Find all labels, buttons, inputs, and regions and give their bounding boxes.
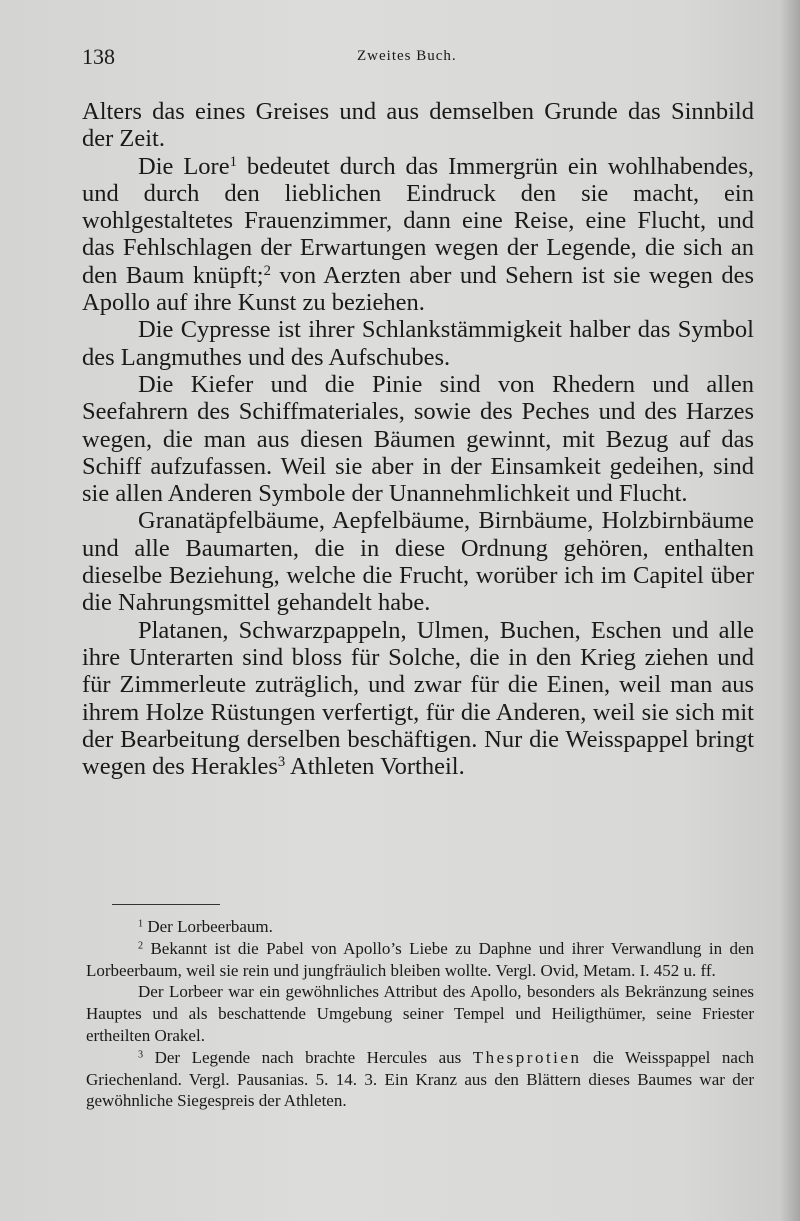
paragraph-lore: Die Lore$^1$ bedeutet durch das Immergrün ein wohlhabendes, und durch den lieblichen Eindruck den sie macht, ein wohlgestaltetes Frauenzimmer, dann eine Reise, eine Flucht, und das Fehlschlagen der Erwartungen wegen der Legende, die sich an den Baum knüpft;$^2$ von Aerzten aber und Sehern ist sie wegen des Apollo auf ihre Kunst zu beziehen. [82, 152, 755, 317]
page-spine-shadow [780, 0, 800, 1221]
footnote-ref-3: 3 [277, 754, 286, 771]
footnote-1: $^1$ Der Lorbeerbaum. [138, 917, 273, 936]
page-number: 138 [82, 44, 115, 69]
paragraph-continued: Alters das eines Greises und aus demselben Grunde das Sinnbild der Zeit. [82, 98, 754, 153]
running-head: Zweites Buch. [357, 48, 457, 64]
paragraph-cypresse: Die Cypresse ist ihrer Schlankstämmigkeit halber das Symbol des Langmuthes und des Aufschubes. [82, 316, 754, 371]
footnote-3: $^3$ Der Legende nach brachte Hercules aus Thesprotien die Weisspappel nach Griechenland. Vergl. Pausanias. 5. 14. 3. Ein Kranz aus den Blättern dieses Baumes war der gewöhnliche Siegespreis der Athleten. [86, 1047, 754, 1111]
footnote-rule [112, 904, 220, 905]
page-header [82, 44, 740, 74]
paragraph-granataepfel: Granatäpfelbäume, Aepfelbäume, Birnbäume, Holzbirnbäume und alle Baumarten, die in diese Ordnung gehören, enthalten dieselbe Beziehung, welche die Frucht, worüber ich im Capitel über die Nahrungsmittel gehandelt habe. [82, 507, 754, 617]
paragraph-kiefer: Die Kiefer und die Pinie sind von Rhedern und allen Seefahrern des Schiffmateriales, sowie des Peches und des Harzes wegen, die man aus diesen Bäumen gewinnt, mit Bezug auf das Schiff aufzufassen. Weil sie aber in der Einsamkeit gedeihen, sind sie allen Anderen Symbole der Unannehmlichkeit und Flucht. [82, 370, 754, 508]
paragraph-platanen: Platanen, Schwarzpappeln, Ulmen, Buchen, Eschen und alle ihre Unterarten sind bloss für Solche, die in den Krieg ziehen und für Zimmerleute zuträglich, und zwar für die Einen, weil man aus ihrem Holze Rüstungen verfertigt, für die Anderen, weil sie sich mit der Bearbeitung derselben beschäftigen. Nur die Weisspappel bringt wegen des Herakles$^3$ Athleten Vortheil. [82, 616, 754, 781]
footnote-ref-2: 2 [263, 262, 271, 279]
spaced-place-name: Thesprotien [472, 1047, 582, 1067]
footnotes [86, 916, 754, 1112]
footnote-ref-1: 1 [229, 153, 237, 170]
footnote-2-continued: Der Lorbeer war ein gewöhnliches Attribut des Apollo, besonders als Bekränzung seines Hauptes und als beschattende Umgebung seiner Tempel und Heiligthümer, seine Friester ertheilten Orakel. [86, 982, 754, 1045]
footnote-2: $^2$ Bekannt ist die Pabel von Apollo’s Liebe zu Daphne und ihrer Verwandlung in den Lorbeerbaum, weil sie rein und jungfräulich bleiben wollte. Vergl. Ovid, Metam. I. 452 u. ff. [86, 938, 754, 980]
main-text [82, 98, 754, 780]
